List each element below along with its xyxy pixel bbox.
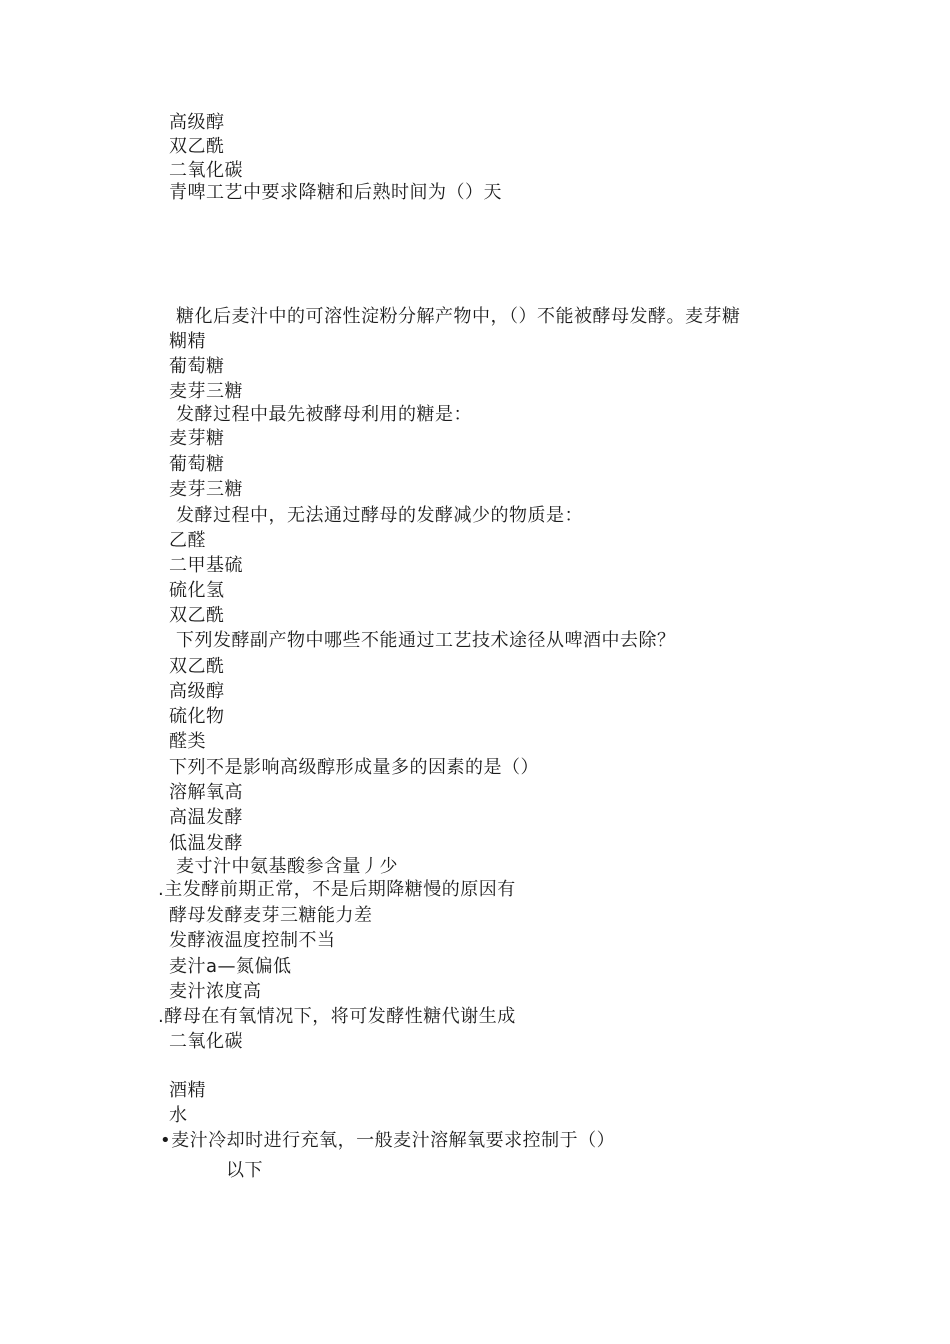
option-text: 麦芽糖 bbox=[169, 428, 225, 449]
option-text: 麦汁浓度高 bbox=[169, 981, 262, 1002]
option-text: 酵母发酵麦芽三糖能力差 bbox=[169, 905, 373, 926]
option-text: 二甲基硫 bbox=[169, 555, 243, 576]
question-text: 发酵过程中，无法通过酵母的发酵减少的物质是： bbox=[176, 505, 583, 526]
option-text: 溶解氧高 bbox=[169, 782, 243, 803]
text-line: 高级醇 bbox=[169, 112, 225, 133]
option-text: 酒精 bbox=[169, 1080, 206, 1101]
option-text: 双乙酰 bbox=[169, 656, 225, 677]
question-text: .酵母在有氧情况下，将可发酵性糖代谢生成 bbox=[158, 1006, 516, 1027]
option-text: 糊精 bbox=[169, 331, 206, 352]
option-text: 葡萄糖 bbox=[169, 454, 225, 475]
option-text: 麦芽三糖 bbox=[169, 381, 243, 402]
question-text: .主发酵前期正常，不是后期降糖慢的原因有 bbox=[158, 879, 516, 900]
option-text: 以下 bbox=[226, 1160, 263, 1181]
option-text: 醛类 bbox=[169, 731, 206, 752]
question-text: •麦汁冷却时进行充氧，一般麦汁溶解氧要求控制于（） bbox=[160, 1130, 616, 1151]
question-text: 青啤工艺中要求降糖和后熟时间为（）天 bbox=[169, 182, 502, 203]
option-text: 高温发酵 bbox=[169, 807, 243, 828]
text-line: 二氧化碳 bbox=[169, 160, 243, 181]
question-text: 发酵过程中最先被酵母利用的糖是： bbox=[176, 404, 472, 425]
option-text: 双乙酰 bbox=[169, 605, 225, 626]
option-text: 葡萄糖 bbox=[169, 356, 225, 377]
option-text: 麦芽三糖 bbox=[169, 479, 243, 500]
option-text: 硫化氢 bbox=[169, 580, 225, 601]
option-text: 麦汁a—氮偏低 bbox=[169, 956, 292, 977]
question-text: 下列不是影响高级醇形成量多的因素的是（） bbox=[169, 757, 539, 778]
option-text: 乙醛 bbox=[169, 530, 206, 551]
option-text: 低温发酵 bbox=[169, 833, 243, 854]
question-text: 下列发酵副产物中哪些不能通过工艺技术途径从啤酒中去除？ bbox=[176, 630, 676, 651]
option-text: 二氧化碳 bbox=[169, 1031, 243, 1052]
question-text: 糖化后麦汁中的可溶性淀粉分解产物中，（）不能被酵母发酵。麦芽糖 bbox=[176, 306, 741, 327]
option-text: 发酵液温度控制不当 bbox=[169, 930, 336, 951]
text-line: 双乙酰 bbox=[169, 136, 225, 157]
option-text: 麦寸汁中氨基酸参含量丿少 bbox=[176, 856, 398, 877]
option-text: 水 bbox=[169, 1105, 188, 1126]
option-text: 硫化物 bbox=[169, 706, 225, 727]
option-text: 高级醇 bbox=[169, 681, 225, 702]
